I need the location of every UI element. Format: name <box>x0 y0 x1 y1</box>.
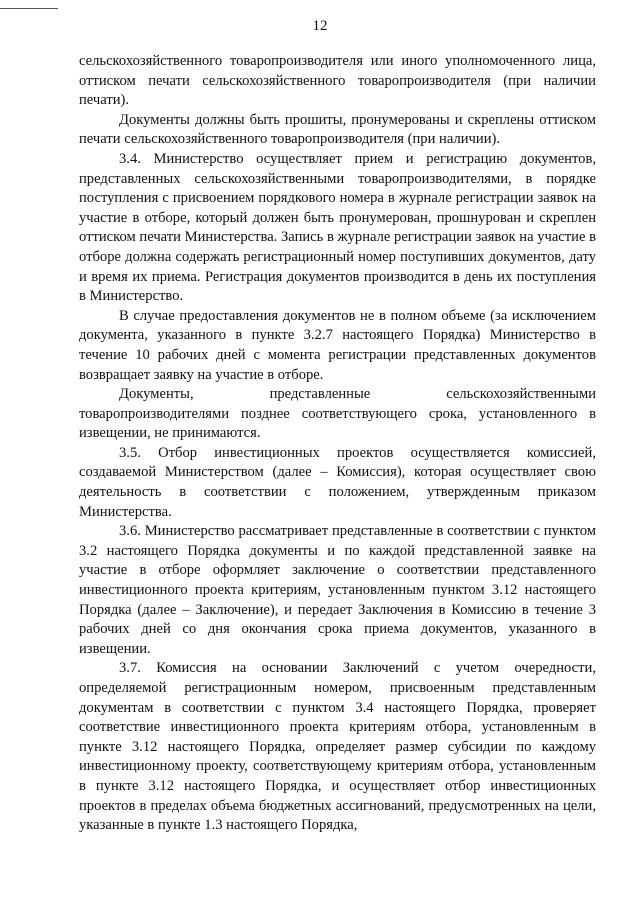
paragraph-3-7: 3.7. Комиссия на основании Заключений с учетом очередности, определяемой регистрационным номером, присвоенным представленным документам в соответствии с пунктом 3.4 настоящего Порядка, проверяет соответствие инвестиционного проекта критериям отбора, установленным в пункте 3.12 настоящего Порядка, определяет размер субсидии по каждому инвестиционному проекту, соответствующему критериям отбора, установленным в пункте 3.12 настоящего Порядка, и осуществляет отбор инвестиционных проектов в пределах объема бюджетных ассигнований, предусмотренных на цели, указанные в пункте 1.3 настоящего Порядка, <box>79 660 596 834</box>
scan-edge-mark <box>0 8 58 9</box>
document-body <box>79 52 596 836</box>
page-number: 12 <box>312 18 328 34</box>
paragraph-3-4: 3.4. Министерство осуществляет прием и регистрацию документов, представленных сельскохозяйственными товаропроизводителями, в порядке поступления с присвоением порядкового номера в журнале регистрации заявок на участие в отборе, который должен быть пронумерован, прошнурован и скреплен оттиском печати Министерства. Запись в журнале регистрации заявок на участие в отборе должна содержать регистрационный номер поступивших документов, дату и время их приема. Регистрация документов производится в день их поступления в Министерство. <box>79 150 596 305</box>
paragraph-incomplete-docs: В случае предоставления документов не в полном объеме (за исключением документа, указанного в пункте 3.2.7 настоящего Порядка) Министерство в течение 10 рабочих дней с момента регистрации представленных документов возвращает заявку на участие в отборе. <box>79 307 596 383</box>
paragraph-continuation: сельскохозяйственного товаропроизводителя или иного уполномоченного лица, оттиском печати сельскохозяйственного товаропроизводителя (при наличии печати). <box>79 53 596 109</box>
paragraph-3-6: 3.6. Министерство рассматривает представленные в соответствии с пунктом 3.2 настоящего Порядка документы и по каждой представленной заявке на участие в отборе оформляет заключение о соответствии представленного инвестиционного проекта критериям, установленным пунктом 3.12 настоящего Порядка (далее – Заключение), и передает Заключения в Комиссию в течение 3 рабочих дней со дня окончания срока приема документов, указанного в извещении. <box>79 523 596 657</box>
paragraph-late-docs: Документы, представленные сельскохозяйственными товаропроизводителями позднее соответствующего срока, установленного в извещении, не принимаются. <box>79 386 596 442</box>
paragraph-3-5: 3.5. Отбор инвестиционных проектов осуществляется комиссией, создаваемой Министерством (далее – Комиссия), которая осуществляет свою деятельность в соответствии с положением, утвержденным приказом Министерства. <box>79 444 596 520</box>
paragraph-binding-requirements: Документы должны быть прошиты, пронумерованы и скреплены оттиском печати сельскохозяйственного товаропроизводителя (при наличии). <box>79 111 596 148</box>
